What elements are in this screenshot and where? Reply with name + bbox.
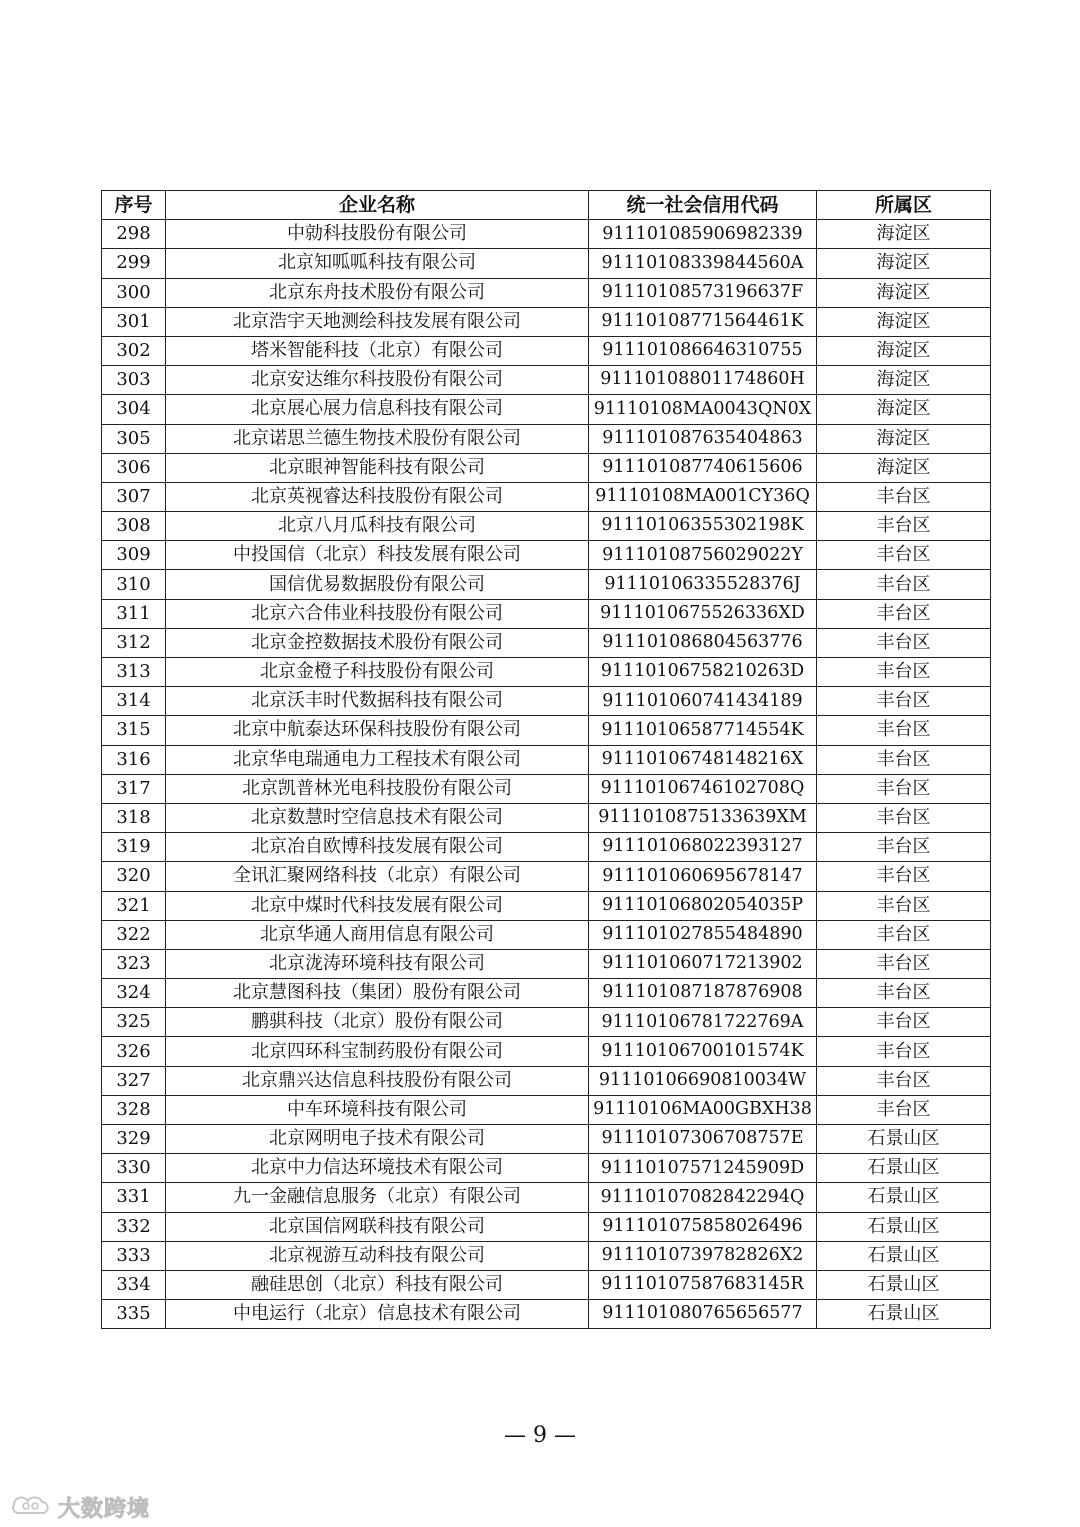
cell-index: 318 [102, 803, 166, 832]
cell-district: 丰台区 [817, 1008, 991, 1037]
cell-credit-code: 91110106700101574K [589, 1037, 817, 1066]
cell-company-name: 塔米智能科技（北京）有限公司 [166, 336, 589, 365]
cell-index: 319 [102, 833, 166, 862]
table-row [102, 745, 991, 774]
cell-index: 303 [102, 366, 166, 395]
cell-credit-code: 9111010875133639XM [589, 803, 817, 832]
cell-district: 石景山区 [817, 1270, 991, 1299]
cell-company-name: 国信优易数据股份有限公司 [166, 570, 589, 599]
cell-index: 326 [102, 1037, 166, 1066]
cell-index: 305 [102, 424, 166, 453]
cell-index: 320 [102, 862, 166, 891]
table-header-row [102, 191, 991, 220]
table-row [102, 424, 991, 453]
cell-district: 丰台区 [817, 570, 991, 599]
cell-company-name: 北京视游互动科技有限公司 [166, 1241, 589, 1270]
cell-credit-code: 911101068022393127 [589, 833, 817, 862]
cell-index: 310 [102, 570, 166, 599]
table-row [102, 774, 991, 803]
table-row [102, 1008, 991, 1037]
cell-company-name: 北京华通人商用信息有限公司 [166, 920, 589, 949]
cell-index: 334 [102, 1270, 166, 1299]
table-row [102, 1095, 991, 1124]
cell-district: 丰台区 [817, 920, 991, 949]
cell-district: 石景山区 [817, 1183, 991, 1212]
table-row [102, 1183, 991, 1212]
cell-index: 317 [102, 774, 166, 803]
cell-company-name: 北京凯普林光电科技股份有限公司 [166, 774, 589, 803]
cell-company-name: 北京中力信达环境技术有限公司 [166, 1154, 589, 1183]
cell-credit-code: 911101080765656577 [589, 1300, 817, 1329]
header-company-name: 企业名称 [166, 191, 589, 220]
cell-credit-code: 9111010675526336XD [589, 599, 817, 628]
cell-credit-code: 911101075858026496 [589, 1212, 817, 1241]
cell-credit-code: 91110106746102708Q [589, 774, 817, 803]
cell-company-name: 北京浩宇天地测绘科技发展有限公司 [166, 307, 589, 336]
table-row [102, 920, 991, 949]
table-row [102, 366, 991, 395]
cell-district: 丰台区 [817, 1095, 991, 1124]
cell-district: 石景山区 [817, 1300, 991, 1329]
cell-district: 海淀区 [817, 336, 991, 365]
cell-index: 332 [102, 1212, 166, 1241]
cell-district: 丰台区 [817, 541, 991, 570]
cell-credit-code: 91110107587683145R [589, 1270, 817, 1299]
watermark-text: 大数跨境 [58, 1496, 151, 1522]
cell-credit-code: 911101086804563776 [589, 628, 817, 657]
cell-district: 丰台区 [817, 658, 991, 687]
cell-company-name: 北京东舟技术股份有限公司 [166, 278, 589, 307]
cell-credit-code: 91110106758210263D [589, 658, 817, 687]
table-row [102, 482, 991, 511]
cell-index: 301 [102, 307, 166, 336]
table-row [102, 658, 991, 687]
cell-district: 丰台区 [817, 687, 991, 716]
cell-district: 石景山区 [817, 1212, 991, 1241]
cell-company-name: 北京中航泰达环保科技股份有限公司 [166, 716, 589, 745]
table-row [102, 249, 991, 278]
cell-district: 海淀区 [817, 278, 991, 307]
watermark-logo-icon [10, 1492, 52, 1522]
cell-index: 299 [102, 249, 166, 278]
cell-credit-code: 91110108MA001CY36Q [589, 482, 817, 511]
cell-credit-code: 911101060695678147 [589, 862, 817, 891]
cell-credit-code: 91110108MA0043QN0X [589, 395, 817, 424]
table-row [102, 541, 991, 570]
table-row [102, 336, 991, 365]
cell-district: 丰台区 [817, 716, 991, 745]
table-row [102, 220, 991, 249]
cell-company-name: 北京国信网联科技有限公司 [166, 1212, 589, 1241]
cell-credit-code: 91110106335528376J [589, 570, 817, 599]
cell-credit-code: 91110106781722769A [589, 1008, 817, 1037]
cell-district: 丰台区 [817, 833, 991, 862]
cell-company-name: 北京慧图科技（集团）股份有限公司 [166, 979, 589, 1008]
cell-index: 315 [102, 716, 166, 745]
cell-district: 丰台区 [817, 745, 991, 774]
cell-credit-code: 91110106587714554K [589, 716, 817, 745]
table-row [102, 687, 991, 716]
table-row [102, 307, 991, 336]
cell-company-name: 北京金橙子科技股份有限公司 [166, 658, 589, 687]
cell-district: 海淀区 [817, 220, 991, 249]
cell-index: 330 [102, 1154, 166, 1183]
cell-index: 329 [102, 1125, 166, 1154]
cell-credit-code: 9111010739782826X2 [589, 1241, 817, 1270]
watermark [10, 1490, 150, 1524]
table-row [102, 1212, 991, 1241]
cell-index: 324 [102, 979, 166, 1008]
table-row [102, 716, 991, 745]
table-row [102, 949, 991, 978]
cell-district: 石景山区 [817, 1154, 991, 1183]
cell-company-name: 北京鼎兴达信息科技股份有限公司 [166, 1066, 589, 1095]
cell-company-name: 中电运行（北京）信息技术有限公司 [166, 1300, 589, 1329]
table-row [102, 628, 991, 657]
cell-company-name: 北京数慧时空信息技术有限公司 [166, 803, 589, 832]
header-district: 所属区 [817, 191, 991, 220]
cell-district: 丰台区 [817, 1066, 991, 1095]
cell-district: 丰台区 [817, 979, 991, 1008]
cell-credit-code: 91110106690810034W [589, 1066, 817, 1095]
cell-index: 323 [102, 949, 166, 978]
cell-district: 海淀区 [817, 366, 991, 395]
table-row [102, 1125, 991, 1154]
cell-district: 丰台区 [817, 949, 991, 978]
cell-company-name: 北京眼神智能科技有限公司 [166, 453, 589, 482]
table-row [102, 1300, 991, 1329]
cell-index: 322 [102, 920, 166, 949]
cell-district: 海淀区 [817, 307, 991, 336]
cell-credit-code: 91110107082842294Q [589, 1183, 817, 1212]
cell-company-name: 九一金融信息服务（北京）有限公司 [166, 1183, 589, 1212]
table-row [102, 599, 991, 628]
cell-district: 丰台区 [817, 774, 991, 803]
cell-index: 312 [102, 628, 166, 657]
cell-index: 313 [102, 658, 166, 687]
cell-company-name: 北京冶自欧博科技发展有限公司 [166, 833, 589, 862]
cell-company-name: 中投国信（北京）科技发展有限公司 [166, 541, 589, 570]
cell-district: 丰台区 [817, 891, 991, 920]
cell-index: 335 [102, 1300, 166, 1329]
table-row [102, 1066, 991, 1095]
cell-index: 316 [102, 745, 166, 774]
cell-company-name: 全讯汇聚网络科技（北京）有限公司 [166, 862, 589, 891]
table-row [102, 1154, 991, 1183]
cell-district: 丰台区 [817, 803, 991, 832]
cell-index: 308 [102, 512, 166, 541]
cell-credit-code: 911101087635404863 [589, 424, 817, 453]
cell-credit-code: 911101085906982339 [589, 220, 817, 249]
table-row [102, 278, 991, 307]
cell-index: 302 [102, 336, 166, 365]
cell-district: 海淀区 [817, 249, 991, 278]
cell-credit-code: 91110107571245909D [589, 1154, 817, 1183]
table-row [102, 395, 991, 424]
table-row [102, 512, 991, 541]
cell-index: 304 [102, 395, 166, 424]
cell-credit-code: 91110106355302198K [589, 512, 817, 541]
cell-district: 丰台区 [817, 628, 991, 657]
cell-district: 海淀区 [817, 424, 991, 453]
cell-district: 丰台区 [817, 512, 991, 541]
cell-company-name: 北京英视睿达科技股份有限公司 [166, 482, 589, 511]
cell-company-name: 北京四环科宝制药股份有限公司 [166, 1037, 589, 1066]
cell-credit-code: 91110108756029022Y [589, 541, 817, 570]
cell-credit-code: 911101087740615606 [589, 453, 817, 482]
cell-district: 海淀区 [817, 395, 991, 424]
cell-company-name: 北京中煤时代科技发展有限公司 [166, 891, 589, 920]
cell-district: 丰台区 [817, 482, 991, 511]
page-number: — 9 — [504, 1423, 576, 1448]
cell-index: 311 [102, 599, 166, 628]
cell-credit-code: 911101086646310755 [589, 336, 817, 365]
cell-company-name: 中勍科技股份有限公司 [166, 220, 589, 249]
cell-credit-code: 911101060717213902 [589, 949, 817, 978]
cell-company-name: 中车环境科技有限公司 [166, 1095, 589, 1124]
cell-credit-code: 911101027855484890 [589, 920, 817, 949]
cell-index: 325 [102, 1008, 166, 1037]
cell-index: 309 [102, 541, 166, 570]
cell-company-name: 北京知呱呱科技有限公司 [166, 249, 589, 278]
cell-credit-code: 91110107306708757E [589, 1125, 817, 1154]
table-row [102, 862, 991, 891]
cell-index: 314 [102, 687, 166, 716]
cell-company-name: 北京六合伟业科技股份有限公司 [166, 599, 589, 628]
cell-credit-code: 91110108771564461K [589, 307, 817, 336]
cell-index: 298 [102, 220, 166, 249]
cell-credit-code: 91110108339844560A [589, 249, 817, 278]
cell-index: 321 [102, 891, 166, 920]
cell-company-name: 北京沃丰时代数据科技有限公司 [166, 687, 589, 716]
table-row [102, 833, 991, 862]
header-credit-code: 统一社会信用代码 [589, 191, 817, 220]
cell-company-name: 北京八月瓜科技有限公司 [166, 512, 589, 541]
cell-index: 300 [102, 278, 166, 307]
cell-credit-code: 91110108801174860H [589, 366, 817, 395]
cell-district: 石景山区 [817, 1125, 991, 1154]
cell-company-name: 鹏骐科技（北京）股份有限公司 [166, 1008, 589, 1037]
cell-company-name: 北京展心展力信息科技有限公司 [166, 395, 589, 424]
cell-index: 331 [102, 1183, 166, 1212]
table-row [102, 979, 991, 1008]
cell-company-name: 北京泷涛环境科技有限公司 [166, 949, 589, 978]
cell-company-name: 北京安达维尔科技股份有限公司 [166, 366, 589, 395]
enterprise-table [101, 190, 991, 1329]
cell-district: 丰台区 [817, 862, 991, 891]
cell-company-name: 北京网明电子技术有限公司 [166, 1125, 589, 1154]
cell-credit-code: 911101087187876908 [589, 979, 817, 1008]
table-row [102, 803, 991, 832]
cell-district: 丰台区 [817, 599, 991, 628]
cell-company-name: 北京金控数据技术股份有限公司 [166, 628, 589, 657]
cell-company-name: 北京华电瑞通电力工程技术有限公司 [166, 745, 589, 774]
cell-index: 333 [102, 1241, 166, 1270]
table-row [102, 1270, 991, 1299]
cell-index: 306 [102, 453, 166, 482]
cell-district: 丰台区 [817, 1037, 991, 1066]
cell-credit-code: 91110106MA00GBXH38 [589, 1095, 817, 1124]
cell-credit-code: 911101060741434189 [589, 687, 817, 716]
table-row [102, 453, 991, 482]
table-row [102, 891, 991, 920]
header-index: 序号 [102, 191, 166, 220]
cell-district: 海淀区 [817, 453, 991, 482]
cell-index: 328 [102, 1095, 166, 1124]
table-row [102, 570, 991, 599]
cell-credit-code: 91110106748148216X [589, 745, 817, 774]
cell-credit-code: 91110108573196637F [589, 278, 817, 307]
cell-credit-code: 91110106802054035P [589, 891, 817, 920]
table-body [102, 220, 991, 1329]
cell-company-name: 北京诺思兰德生物技术股份有限公司 [166, 424, 589, 453]
table-row [102, 1037, 991, 1066]
cell-district: 石景山区 [817, 1241, 991, 1270]
cell-index: 307 [102, 482, 166, 511]
table-row [102, 1241, 991, 1270]
cell-index: 327 [102, 1066, 166, 1095]
cell-company-name: 融硅思创（北京）科技有限公司 [166, 1270, 589, 1299]
